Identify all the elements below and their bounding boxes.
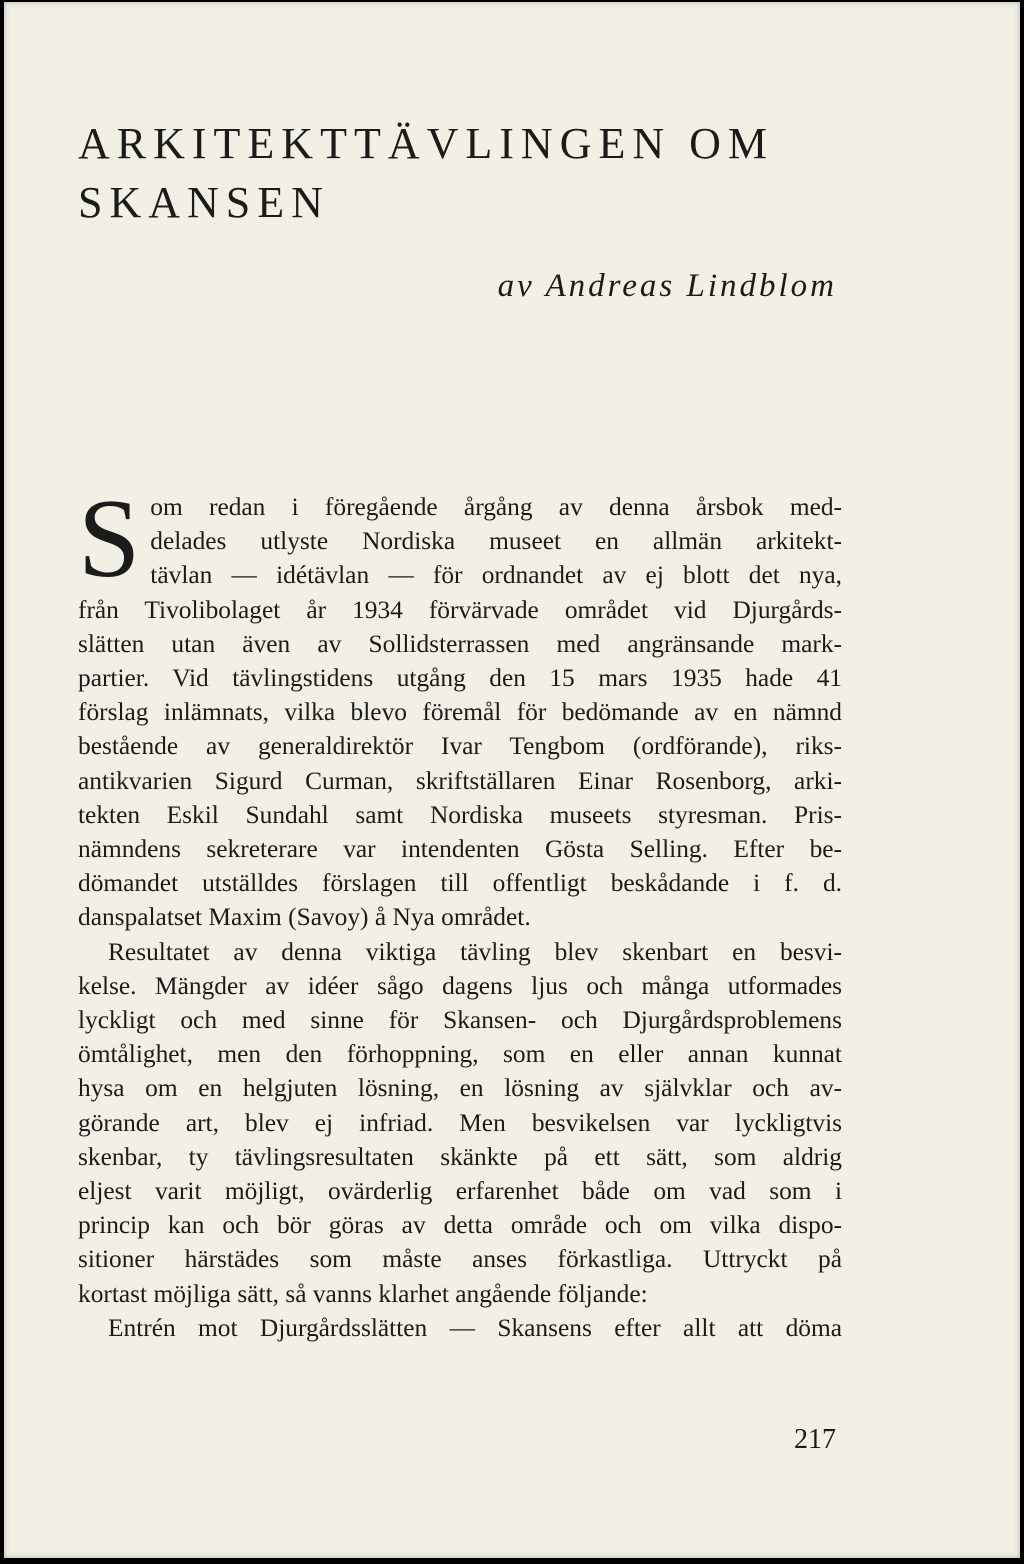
text-line: nämndens sekreterare var intendenten Gösta Selling. Efter be- [78,835,842,864]
text-line: kelse. Mängder av idéer sågo dagens ljus och många utformades [78,971,842,1000]
book-page [4,2,1020,1558]
text-line: eljest varit möjligt, ovärderlig erfarenhet både om vad som i [78,1177,842,1206]
page-number: 217 [794,1424,836,1455]
drop-cap: S [78,477,141,601]
text-line: princip kan och bör göras av detta område och om vilka dispo- [78,1211,842,1240]
text-line: danspalatset Maxim (Savoy) å Nya området. [78,903,531,932]
text-line: skenbar, ty tävlingsresultaten skänkte på ett sätt, som aldrig [78,1142,842,1171]
text-line: dömandet utställdes förslagen till offentligt beskådande i f. d. [78,869,842,898]
text-line: Resultatet av denna viktiga tävling blev skenbart en besvi- [108,937,842,966]
text-line: antikvarien Sigurd Curman, skriftställaren Einar Rosenborg, arki- [78,766,842,795]
text-line: kortast möjliga sätt, så vanns klarhet angående följande: [78,1279,648,1308]
title-line-1: ARKITEKTTÄVLINGEN OM [78,119,775,168]
text-line: görande art, blev ej infriad. Men besvikelsen var lyckligtvis [78,1108,842,1137]
paragraph-3 [78,1311,842,1345]
text-line: tekten Eskil Sundahl samt Nordiska museets styresman. Pris- [78,800,842,829]
article-title [78,114,878,232]
article-body [78,477,842,1345]
author-byline: av Andreas Lindblom [497,268,837,304]
text-line: slätten utan även av Sollidsterrassen med angränsande mark- [78,629,842,658]
text-line: om redan i föregående årgång av denna årsbok med- [150,493,842,521]
text-line: hysa om en helgjuten lösning, en lösning av självklar och av- [78,1074,842,1103]
text-line: från Tivolibolaget år 1934 förvärvade området vid Djurgårds- [78,595,842,624]
paragraph-1 [78,477,842,935]
text-line: delades utlyste Nordiska museet en allmän arkitekt- [150,527,842,556]
text-line: ömtålighet, men den förhoppning, som en eller annan kunnat [78,1040,842,1069]
text-line: förslag inlämnats, vilka blevo föremål för bedömande av en nämnd [78,698,842,727]
text-line: sitioner härstädes som måste anses förkastliga. Uttryckt på [78,1245,842,1274]
text-line: partier. Vid tävlingstidens utgång den 15 mars 1935 hade 41 [78,664,842,693]
text-line: lyckligt och med sinne för Skansen- och Djurgårdsproblemens [78,1006,842,1035]
text-line: bestående av generaldirektör Ivar Tengbom (ordförande), riks- [78,732,842,761]
text-line: Entrén mot Djurgårdsslätten — Skansens efter allt att döma [108,1313,842,1342]
paragraph-2 [78,935,842,1311]
text-line: tävlan — idétävlan — för ordnandet av ej blott det nya, [150,561,842,590]
title-line-2: SKANSEN [78,178,330,227]
